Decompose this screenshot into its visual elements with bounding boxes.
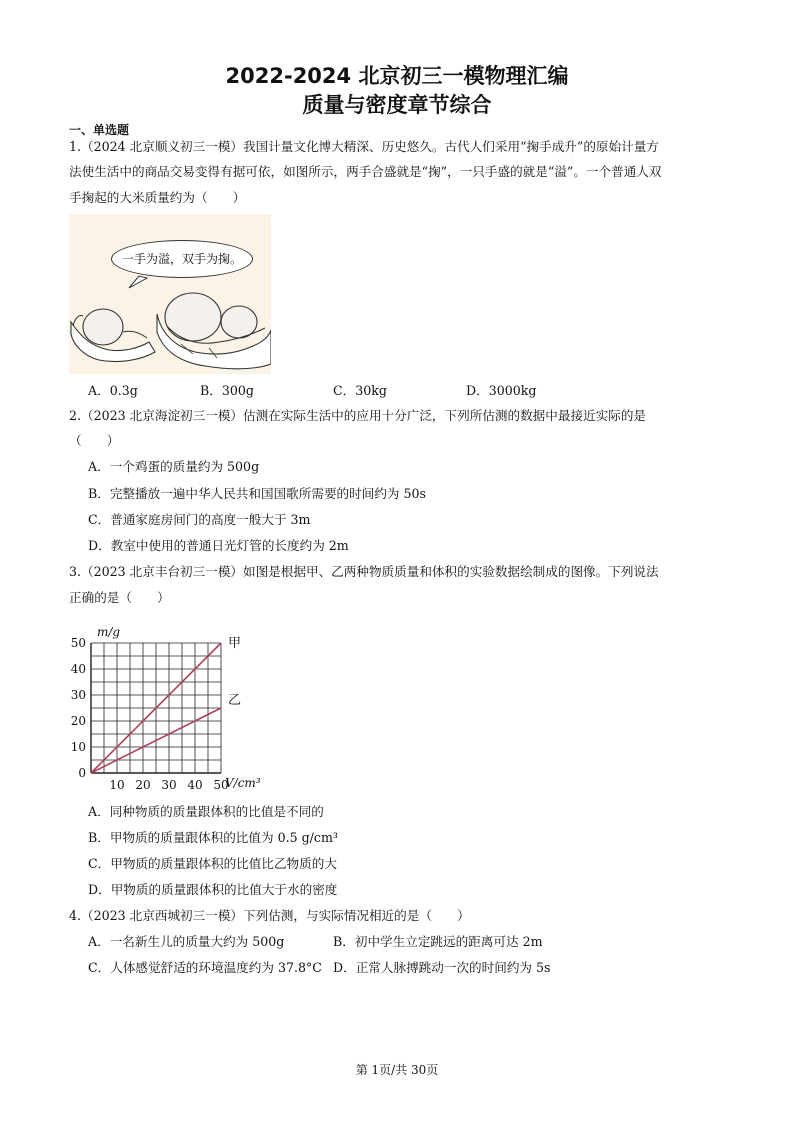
q1-line-2: 法使生活中的商品交易变得有据可依，如图所示，两手合盛就是“掬”，一只手盛的就是“溢”。一个普通人双 xyxy=(69,164,662,179)
x-axis-label: V/cm³ xyxy=(225,776,261,790)
q2-line-2: （ ） xyxy=(69,433,120,448)
y-tick-label: 10 xyxy=(70,740,86,754)
y-tick-label: 40 xyxy=(70,662,86,676)
y-tick-label: 0 xyxy=(78,766,86,780)
y-tick-label: 20 xyxy=(70,714,86,728)
q1-option-a: A．0.3g xyxy=(88,383,138,398)
cupped-hands-drawing xyxy=(69,214,271,374)
q3-option-c: C．甲物质的质量跟体积的比值比乙物质的大 xyxy=(88,856,337,871)
q4-option-b: B．初中学生立定跳远的距离可达 2m xyxy=(333,934,543,949)
y-tick-label: 50 xyxy=(70,636,86,650)
q3-option-a: A．同种物质的质量跟体积的比值是不同的 xyxy=(88,804,324,819)
q3-line-2: 正确的是（ ） xyxy=(69,590,170,605)
x-tick-label: 10 xyxy=(109,778,125,792)
q2-line-1: 2.（2023 北京海淀初三一模）估测在实际生活中的应用十分广泛，下列所估测的数据中最接近实际的是 xyxy=(69,408,647,423)
q2-option-d: D．教室中使用的普通日光灯管的长度约为 2m xyxy=(88,538,349,553)
y-tick-label: 30 xyxy=(70,688,86,702)
q3-option-d: D．甲物质的质量跟体积的比值大于水的密度 xyxy=(88,882,338,897)
q2-option-c: C．普通家庭房间门的高度一般大于 3m xyxy=(88,512,311,527)
page-footer: 第 1页/共 30页 xyxy=(355,1063,439,1077)
mass-volume-chart xyxy=(69,614,299,796)
q1-option-c: C．30kg xyxy=(333,383,387,398)
speech-bubble-text: 一手为溢，双手为掬。 xyxy=(121,252,242,266)
q4-option-d: D．正常人脉搏跳动一次的时间约为 5s xyxy=(333,960,551,975)
x-tick-label: 40 xyxy=(187,778,203,792)
q4-option-c: C．人体感觉舒适的环境温度约为 37.8°C xyxy=(88,960,322,975)
q4-option-a: A．一名新生儿的质量大约为 500g xyxy=(88,934,285,949)
q2-option-b: B．完整播放一遍中华人民共和国国歌所需要的时间约为 50s xyxy=(88,486,426,501)
series-label-2: 乙 xyxy=(228,693,242,708)
q1-line-1: 1.（2024 北京顺义初三一模）我国计量文化博大精深、历史悠久。古代人们采用“掬手成升”的原始计量方 xyxy=(69,139,659,154)
section-heading: 一、单选题 xyxy=(69,123,130,137)
q2-option-a: A．一个鸡蛋的质量约为 500g xyxy=(88,459,260,474)
doc-title-line2: 质量与密度章节综合 xyxy=(302,93,492,117)
q1-option-b: B．300g xyxy=(200,383,254,398)
q1-option-d: D．3000kg xyxy=(466,383,537,398)
y-axis-label: m/g xyxy=(97,625,121,639)
q4-line-1: 4.（2023 北京西城初三一模）下列估测，与实际情况相近的是（ ） xyxy=(69,908,470,923)
series-label-1: 甲 xyxy=(228,636,242,651)
x-tick-label: 20 xyxy=(135,778,151,792)
q1-line-3: 手掬起的大米质量约为（ ） xyxy=(69,190,246,205)
doc-title-line1: 2022-2024 北京初三一模物理汇编 xyxy=(225,64,569,88)
x-tick-label: 30 xyxy=(161,778,177,792)
q3-line-1: 3.（2023 北京丰台初三一模）如图是根据甲、乙两种物质质量和体积的实验数据绘制成的图像。下列说法 xyxy=(69,564,659,579)
x-tick-label: 50 xyxy=(213,778,229,792)
q3-option-b: B．甲物质的质量跟体积的比值为 0.5 g/cm³ xyxy=(88,830,338,845)
q1-hands-illustration xyxy=(69,214,271,374)
